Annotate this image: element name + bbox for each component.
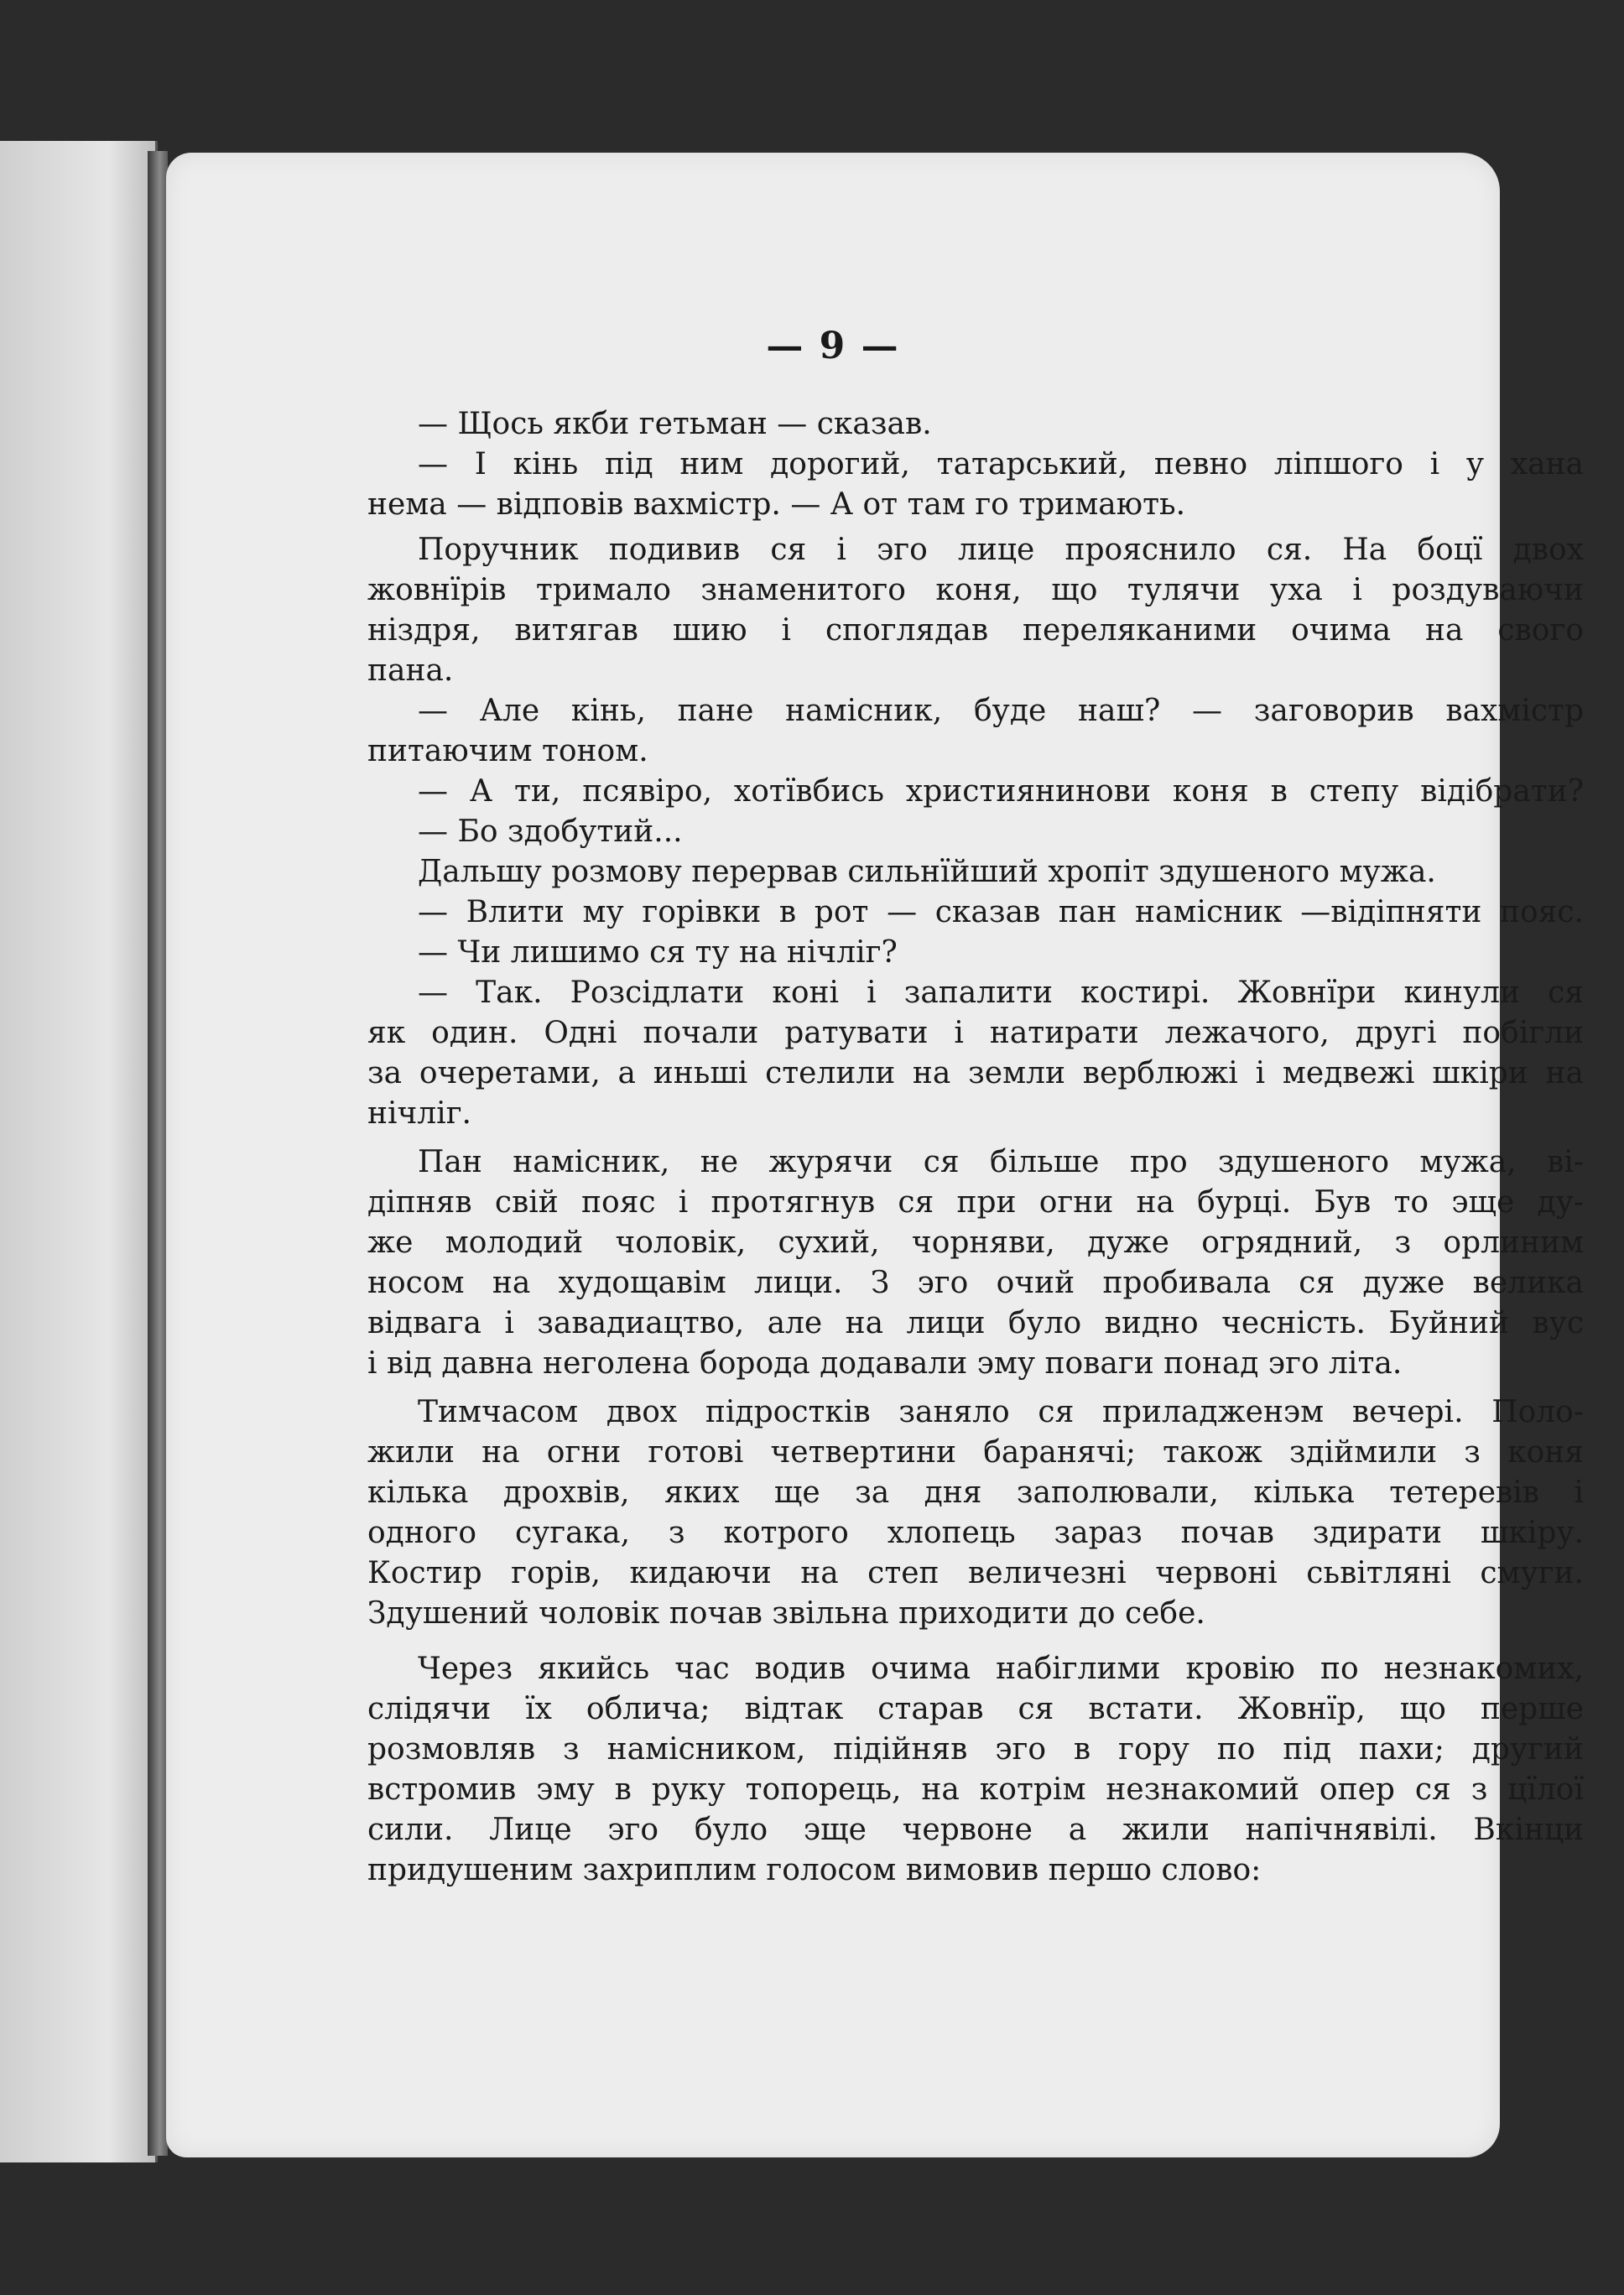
text-line: — Чи лишимо ся ту на нічліг?	[418, 935, 898, 970]
text-line: — І кінь під ним дорогий, татарський, певно ліпшого і у хана	[418, 447, 1584, 481]
text-line: — Але кінь, пане намісник, буде наш? — заговорив вахмістр	[418, 694, 1584, 728]
text-line: нема — відповів вахмістр. — А от там го тримають.	[367, 487, 1186, 522]
text-line: сили. Лице эго було эще червоне а жили напічнявілі. Вкінци	[367, 1813, 1584, 1847]
text-line: Поручник подивив ся і эго лице прояснило ся. На боцї двох	[418, 533, 1584, 567]
text-line: — Бо здобутий...	[418, 814, 683, 849]
text-line: слідячи їх облича; відтак старав ся встати. Жовнїр, що перше	[367, 1692, 1584, 1726]
book-spine	[148, 151, 168, 2156]
text-line: і від давна неголена борода додавали эму поваги понад эго літа.	[367, 1346, 1403, 1381]
text-line: як один. Одні почали ратувати і натирати лежачого, другі побігли	[367, 1016, 1584, 1050]
text-line: встромив эму в руку топорець, на котрім незнакомий опер ся з цїлої	[367, 1772, 1584, 1807]
text-line: Костир горів, кидаючи на степ величезні червоні сьвітляні смуги.	[367, 1556, 1584, 1590]
text-line: жили на огни готові четвертини баранячі; також здіймили з коня	[367, 1435, 1584, 1470]
text-line: — Так. Розсідлати коні і запалити костирі. Жовнїри кинули ся	[418, 976, 1584, 1010]
text-line: діпняв свій пояс і протягнув ся при огни на бурці. Був то эще ду-	[367, 1185, 1584, 1220]
text-line: Дальшу розмову перервав сильнїйший хропіт здушеного мужа.	[418, 855, 1436, 889]
text-line: ніздря, витягав шию і споглядав переляканими очима на свого	[367, 613, 1584, 648]
text-line: — А ти, псявіро, хотївбись християнинови коня в степу відібрати?	[418, 774, 1584, 809]
text-line: нічліг.	[367, 1096, 471, 1131]
text-line: — Влити му горівки в рот — сказав пан намісник —відіпняти пояс.	[418, 895, 1584, 929]
text-line: Здушений чоловік почав звільна приходити до себе.	[367, 1596, 1205, 1631]
text-line: питаючим тоном.	[367, 734, 648, 768]
text-line: одного сугака, з котрого хлопець зараз почав здирати шкіру.	[367, 1516, 1584, 1550]
text-line: же молодий чоловік, сухий, чорняви, дуже огрядний, з орлиним	[367, 1226, 1584, 1260]
text-line: придушеним захриплим голосом вимовив першо слово:	[367, 1853, 1262, 1887]
text-line: Через якийсь час водив очима набіглими кровію по незнакомих,	[418, 1652, 1584, 1686]
text-line: кілька дрохвів, яких ще за дня заполювали, кілька тетеревів і	[367, 1475, 1584, 1510]
text-line: за очеретами, а иньші стелили на земли верблюжі і медвежі шкіри на	[367, 1056, 1584, 1090]
text-line: Тимчасом двох підростків заняло ся приладженэм вечері. Поло-	[418, 1395, 1584, 1429]
text-line: жовнїрів тримало знаменитого коня, що тулячи уха і роздуваючи	[367, 573, 1584, 607]
book-page	[166, 153, 1584, 2157]
text-line: носом на худощавім лици. З эго очий пробивала ся дуже велика	[367, 1266, 1584, 1300]
left-page-edge	[0, 141, 158, 2162]
text-line: — Щось якби гетьман — сказав.	[418, 407, 932, 441]
text-line: розмовляв з намісником, підійняв эго в гору по під пахи; другий	[367, 1732, 1584, 1767]
page-number: — 9 —	[766, 325, 900, 367]
text-line: пана.	[367, 653, 454, 688]
text-line: відвага і завадиацтво, але на лици було видно чесність. Буйний вус	[367, 1306, 1584, 1340]
text-line: Пан намісник, не журячи ся більше про здушеного мужа, ві-	[418, 1145, 1584, 1179]
